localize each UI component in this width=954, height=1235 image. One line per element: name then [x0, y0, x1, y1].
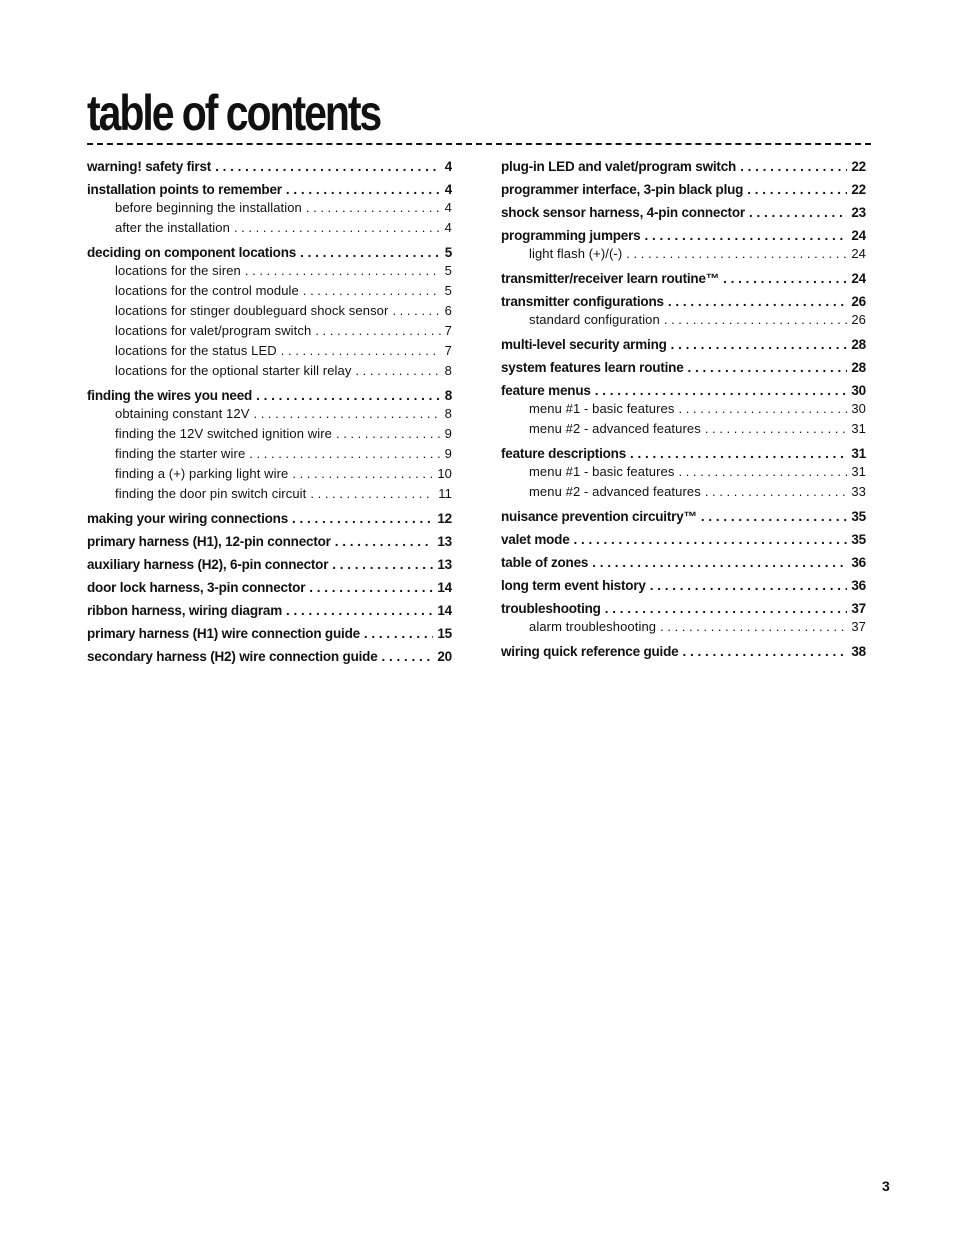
dot-leader: [747, 181, 847, 198]
toc-entry-page: 31: [851, 464, 866, 479]
toc-entry[interactable]: [501, 382, 866, 399]
toc-entry-page: 5: [444, 263, 452, 278]
dot-leader: [668, 293, 848, 310]
toc-entry-title: primary harness (H1) wire connection guide: [87, 626, 360, 641]
toc-entry-title: programmer interface, 3-pin black plug: [501, 182, 744, 197]
toc-entry-page: 13: [437, 534, 452, 549]
toc-subentry[interactable]: [501, 462, 866, 482]
toc-entry-page: 12: [437, 511, 452, 526]
toc-entry[interactable]: [501, 600, 866, 617]
dot-leader: [688, 359, 848, 376]
toc-entry-title: alarm troubleshooting: [529, 619, 657, 634]
dot-leader: [650, 577, 848, 594]
toc-entry-page: 26: [851, 294, 866, 309]
toc-entry-title: after the installation: [115, 220, 230, 235]
toc-entry-page: 7: [444, 323, 452, 338]
toc-entry-title: finding the door pin switch circuit: [115, 486, 307, 501]
toc-entry-title: light flash (+)/(-): [529, 246, 623, 261]
dot-leader: [292, 464, 433, 484]
toc-subentry[interactable]: [501, 244, 866, 264]
dot-leader: [309, 579, 433, 596]
dot-leader: [281, 341, 441, 361]
dot-leader: [705, 419, 848, 439]
toc-subentry[interactable]: [501, 482, 866, 502]
toc-subentry[interactable]: [87, 218, 452, 238]
dot-leader: [392, 301, 440, 321]
toc-subentry[interactable]: [501, 617, 866, 637]
toc-entry[interactable]: [501, 158, 866, 175]
dot-leader: [678, 399, 847, 419]
toc-entry-title: plug-in LED and valet/program switch: [501, 159, 737, 174]
toc-entry-page: 10: [437, 466, 452, 481]
toc-entry-page: 31: [851, 421, 866, 436]
toc-entry-title: locations for valet/program switch: [115, 323, 312, 338]
dot-leader: [300, 244, 441, 261]
toc-entry-page: 22: [851, 182, 866, 197]
toc-entry-title: locations for the status LED: [115, 343, 277, 358]
toc-entry[interactable]: [87, 387, 452, 404]
toc-entry-page: 7: [444, 343, 452, 358]
toc-entry[interactable]: [501, 204, 866, 221]
toc-entry[interactable]: [87, 556, 452, 573]
toc-entry-title: wiring quick reference guide: [501, 644, 679, 659]
toc-subentry[interactable]: [87, 444, 452, 464]
toc-entry[interactable]: [501, 554, 866, 571]
dot-leader: [335, 533, 434, 550]
toc-entry-page: 37: [851, 619, 866, 634]
toc-entry-page: 31: [851, 446, 866, 461]
dot-leader: [671, 336, 848, 353]
toc-entry-page: 4: [444, 220, 452, 235]
dot-leader: [644, 227, 847, 244]
toc-entry-title: nuisance prevention circuitry™: [501, 509, 697, 524]
dot-leader: [355, 361, 440, 381]
toc-entry[interactable]: [501, 445, 866, 462]
toc-entry[interactable]: [501, 531, 866, 548]
toc-entry-title: obtaining constant 12V: [115, 406, 250, 421]
toc-entry-title: primary harness (H1), 12-pin connector: [87, 534, 331, 549]
toc-entry-title: feature menus: [501, 383, 591, 398]
toc-subentry[interactable]: [87, 484, 452, 504]
toc-entry-page: 24: [851, 271, 866, 286]
dot-leader: [660, 617, 847, 637]
dot-leader: [256, 387, 441, 404]
toc-subentry[interactable]: [87, 361, 452, 381]
toc-entry-page: 9: [444, 426, 452, 441]
toc-entry-title: table of zones: [501, 555, 589, 570]
toc-entry-title: installation points to remember: [87, 182, 282, 197]
toc-entry[interactable]: [87, 648, 452, 665]
toc-entry[interactable]: [501, 270, 866, 287]
toc-entry[interactable]: [87, 158, 452, 175]
page-number: 3: [882, 1178, 890, 1194]
dot-leader: [336, 424, 441, 444]
toc-entry-title: ribbon harness, wiring diagram: [87, 603, 283, 618]
toc-entry-title: locations for the control module: [115, 283, 299, 298]
dot-leader: [382, 648, 434, 665]
dot-leader: [245, 261, 441, 281]
dot-leader: [749, 204, 847, 221]
toc-subentry[interactable]: [87, 424, 452, 444]
toc-entry-page: 4: [444, 200, 452, 215]
toc-entry-title: valet mode: [501, 532, 570, 547]
toc-subentry[interactable]: [501, 310, 866, 330]
toc-entry-page: 24: [851, 246, 866, 261]
toc-entry-page: 20: [437, 649, 452, 664]
toc-entry-page: 8: [444, 363, 452, 378]
toc-entry-page: 13: [437, 557, 452, 572]
toc-entry-title: programming jumpers: [501, 228, 641, 243]
toc-entry-title: standard configuration: [529, 312, 660, 327]
toc-entry-page: 36: [851, 555, 866, 570]
toc-entry[interactable]: [87, 510, 452, 527]
dot-leader: [705, 482, 848, 502]
dot-leader: [630, 445, 847, 462]
toc-entry[interactable]: [87, 579, 452, 596]
toc-entry-title: menu #1 - basic features: [529, 401, 675, 416]
toc-entry-page: 33: [851, 484, 866, 499]
toc-entry-page: 23: [851, 205, 866, 220]
toc-entry-title: door lock harness, 3-pin connector: [87, 580, 306, 595]
toc-entry-title: finding a (+) parking light wire: [115, 466, 289, 481]
toc-entry-page: 37: [851, 601, 866, 616]
dot-leader: [574, 531, 848, 548]
dot-leader: [605, 600, 848, 617]
toc-entry-page: 22: [851, 159, 866, 174]
toc-subentry[interactable]: [87, 464, 452, 484]
toc-entry-title: transmitter configurations: [501, 294, 664, 309]
dot-leader: [364, 625, 433, 642]
dot-leader: [664, 310, 847, 330]
toc-entry-title: finding the 12V switched ignition wire: [115, 426, 332, 441]
toc-subentry[interactable]: [87, 301, 452, 321]
toc-entry-page: 35: [851, 509, 866, 524]
dot-leader: [332, 556, 433, 573]
toc-entry-title: feature descriptions: [501, 446, 627, 461]
toc-entry-title: locations for the siren: [115, 263, 241, 278]
toc-entry-page: 35: [851, 532, 866, 547]
toc-entry-title: troubleshooting: [501, 601, 601, 616]
toc-entry-title: transmitter/receiver learn routine™: [501, 271, 720, 286]
toc-entry[interactable]: [87, 244, 452, 261]
toc-entry-title: finding the wires you need: [87, 388, 253, 403]
dot-leader: [740, 158, 847, 175]
toc-entry[interactable]: [501, 181, 866, 198]
toc-entry[interactable]: [501, 227, 866, 244]
toc-entry-page: 4: [444, 159, 452, 174]
toc-entry-title: long term event history: [501, 578, 646, 593]
dot-leader: [215, 158, 441, 175]
toc-entry-page: 14: [437, 603, 452, 618]
toc-entry[interactable]: [501, 508, 866, 525]
dot-leader: [592, 554, 847, 571]
dot-leader: [626, 244, 847, 264]
toc-entry-page: 30: [851, 383, 866, 398]
toc-entry-page: 5: [444, 245, 452, 260]
toc-entry-page: 36: [851, 578, 866, 593]
toc-subentry[interactable]: [501, 399, 866, 419]
toc-entry-page: 6: [444, 303, 452, 318]
toc-entry-title: making your wiring connections: [87, 511, 289, 526]
toc-entry[interactable]: [87, 181, 452, 198]
toc-entry-title: auxiliary harness (H2), 6-pin connector: [87, 557, 329, 572]
toc-entry-page: 38: [851, 644, 866, 659]
toc-entry-page: 15: [437, 626, 452, 641]
dot-leader: [595, 382, 848, 399]
dot-leader: [682, 643, 847, 660]
toc-entry-title: locations for the optional starter kill relay: [115, 363, 352, 378]
dot-leader: [253, 404, 440, 424]
toc-entry[interactable]: [501, 359, 866, 376]
toc-entry[interactable]: [87, 533, 452, 550]
toc-entry-page: 11: [438, 486, 452, 501]
toc-entry-title: shock sensor harness, 4-pin connector: [501, 205, 745, 220]
toc-entry[interactable]: [501, 643, 866, 660]
toc-entry-title: menu #2 - advanced features: [529, 421, 701, 436]
dot-leader: [701, 508, 848, 525]
dot-leader: [286, 602, 433, 619]
toc-entry-title: secondary harness (H2) wire connection guide: [87, 649, 378, 664]
dot-leader: [723, 270, 847, 287]
toc-entry-title: before beginning the installation: [115, 200, 302, 215]
toc-subentry[interactable]: [87, 261, 452, 281]
dot-leader: [303, 281, 441, 301]
dot-leader: [234, 218, 441, 238]
toc-entry-page: 30: [851, 401, 866, 416]
toc-entry-title: system features learn routine: [501, 360, 684, 375]
toc-entry-page: 24: [851, 228, 866, 243]
toc-entry[interactable]: [501, 336, 866, 353]
title-divider: [87, 143, 871, 145]
toc-entry-title: locations for stinger doubleguard shock sensor: [115, 303, 389, 318]
dot-leader: [306, 198, 441, 218]
dot-leader: [292, 510, 433, 527]
toc-entry-title: finding the starter wire: [115, 446, 246, 461]
toc-subentry[interactable]: [87, 281, 452, 301]
toc-entry-page: 28: [851, 337, 866, 352]
toc-entry[interactable]: [501, 293, 866, 310]
toc-entry-page: 5: [444, 283, 452, 298]
toc-entry-page: 4: [444, 182, 452, 197]
toc-subentry[interactable]: [87, 404, 452, 424]
toc-entry[interactable]: [87, 602, 452, 619]
toc-entry-page: 28: [851, 360, 866, 375]
toc-entry-page: 26: [851, 312, 866, 327]
toc-subentry[interactable]: [87, 198, 452, 218]
dot-leader: [315, 321, 440, 341]
toc-subentry[interactable]: [87, 321, 452, 341]
toc-entry-page: 8: [444, 388, 452, 403]
dot-leader: [249, 444, 440, 464]
page-title: table of contents: [87, 85, 381, 141]
toc-entry-title: multi-level security arming: [501, 337, 667, 352]
dot-leader: [286, 181, 441, 198]
toc-entry-title: deciding on component locations: [87, 245, 297, 260]
toc-entry[interactable]: [87, 625, 452, 642]
toc-subentry[interactable]: [501, 419, 866, 439]
dot-leader: [310, 484, 434, 504]
toc-entry-title: menu #1 - basic features: [529, 464, 675, 479]
toc-entry-page: 8: [444, 406, 452, 421]
toc-right-column: [501, 152, 866, 660]
toc-subentry[interactable]: [87, 341, 452, 361]
toc-left-column: [87, 152, 452, 665]
dot-leader: [678, 462, 847, 482]
toc-entry-title: warning! safety first: [87, 159, 212, 174]
toc-entry-title: menu #2 - advanced features: [529, 484, 701, 499]
toc-entry[interactable]: [501, 577, 866, 594]
toc-entry-page: 9: [444, 446, 452, 461]
toc-entry-page: 14: [437, 580, 452, 595]
